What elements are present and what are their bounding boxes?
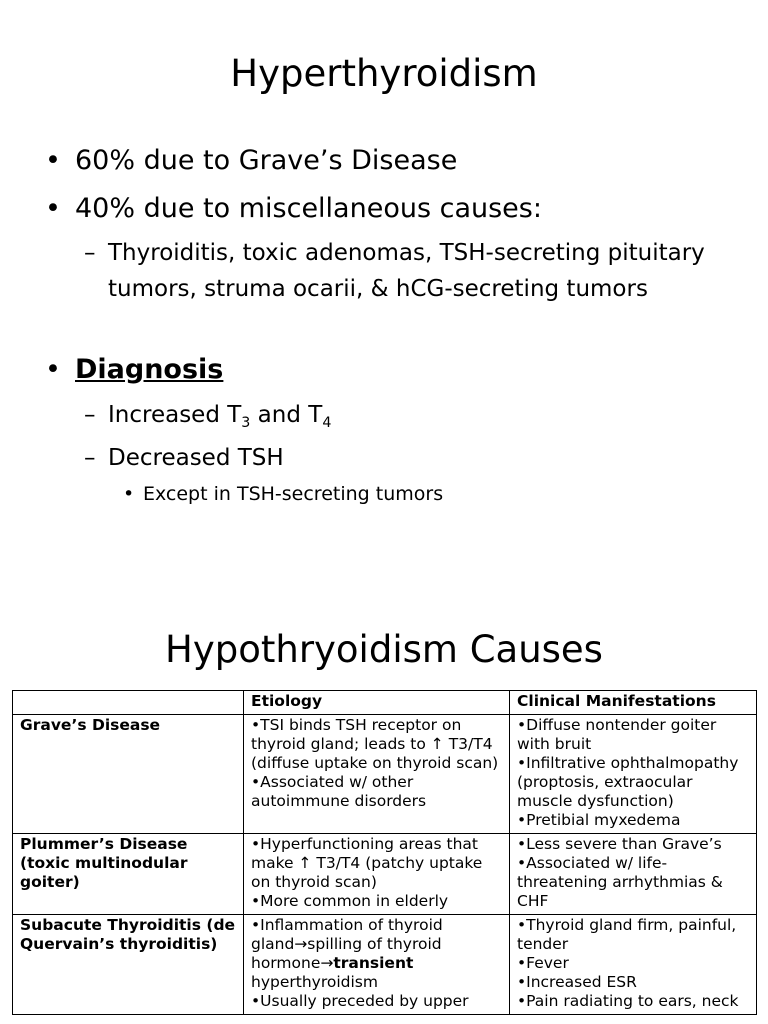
cell-line: (proptosis, extraocular	[517, 773, 693, 791]
condition-cell: Plummer’s Disease (toxic multinodular goiter)	[13, 834, 244, 915]
header-clinical-manifestations: Clinical Manifestations	[510, 691, 757, 715]
cell-line: (diffuse uptake on thyroid scan)	[251, 754, 499, 772]
subbullet-misc-causes	[84, 235, 724, 307]
cell-line: •Hyperfunctioning areas that	[251, 835, 478, 853]
increased-pre: Increased T	[108, 402, 242, 428]
cell-line: •Pretibial myxedema	[517, 811, 681, 829]
subbullet-decreased	[84, 440, 724, 476]
cell-line: CHF	[517, 892, 549, 910]
exception-text: Except in TSH-secreting tumors	[143, 483, 444, 505]
cell-line: •More common in elderly	[251, 892, 449, 910]
increased-mid: and T	[250, 402, 323, 428]
cell-line: •Less severe than Grave’s	[517, 835, 722, 853]
bullet-glyph: •	[123, 483, 135, 505]
cell-line: thyroid gland; leads to ↑ T3/T4	[251, 735, 493, 753]
dash-glyph: –	[84, 445, 96, 471]
bullet-misc-text: 40% due to miscellaneous causes:	[75, 193, 542, 224]
bullet-glyph: •	[45, 145, 61, 176]
cell-line: autoimmune disorders	[251, 792, 427, 810]
cell-line: •Thyroid gland firm, painful,	[517, 916, 737, 934]
increased-t3-t4	[108, 397, 724, 433]
manifestations-cell	[510, 915, 757, 1015]
cell-line: •Pain radiating to ears, neck	[517, 992, 739, 1010]
cell-line: on thyroid scan)	[251, 873, 377, 891]
dash-glyph: –	[84, 240, 96, 266]
cell-line: gland→spilling of thyroid	[251, 935, 442, 953]
subscript-4: 4	[322, 414, 332, 431]
bullet-glyph: •	[45, 354, 61, 385]
slide-title-causes: Hypothryoidism Causes	[165, 628, 603, 671]
hormone-text: hormone→	[251, 954, 334, 972]
manifestations-cell	[510, 715, 757, 834]
etiology-cell	[244, 834, 510, 915]
cell-line: •Associated w/ life-	[517, 854, 668, 872]
causes-table	[12, 690, 757, 1015]
etiology-cell	[244, 715, 510, 834]
cell-line: muscle dysfunction)	[517, 792, 674, 810]
transient-bold: transient	[333, 954, 414, 972]
misc-causes-text: Thyroiditis, toxic adenomas, TSH-secreting pituitary tumors, struma ocarii, & hCG-secreting tumors	[108, 240, 705, 302]
diagnosis-heading: Diagnosis	[75, 354, 224, 385]
etiology-cell	[244, 915, 510, 1015]
cell-line: hyperthyroidism	[251, 973, 378, 991]
cell-line: •Fever	[517, 954, 569, 972]
cell-line	[251, 954, 502, 973]
cell-line: •Associated w/ other	[251, 773, 414, 791]
table-row	[13, 715, 757, 834]
dash-glyph: –	[84, 402, 96, 428]
table-header-row	[13, 691, 757, 715]
cell-line: •Increased ESR	[517, 973, 637, 991]
cell-line: with bruit	[517, 735, 592, 753]
table-row	[13, 915, 757, 1015]
slide-title-hyperthyroidism: Hyperthyroidism	[230, 52, 538, 95]
condition-cell: Subacute Thyroiditis (de Quervain’s thyroiditis)	[13, 915, 244, 1015]
condition-cell: Grave’s Disease	[13, 715, 244, 834]
bullet-glyph: •	[45, 193, 61, 224]
cell-line: •Usually preceded by upper	[251, 992, 469, 1010]
table-row	[13, 834, 757, 915]
header-etiology: Etiology	[244, 691, 510, 715]
manifestations-cell	[510, 834, 757, 915]
header-empty	[13, 691, 244, 715]
cell-line: •Inflammation of thyroid	[251, 916, 443, 934]
subscript-3: 3	[241, 414, 251, 431]
cell-line: tender	[517, 935, 569, 953]
decreased-tsh: Decreased TSH	[108, 445, 284, 471]
cell-line: •TSI binds TSH receptor on	[251, 716, 462, 734]
cell-line: •Infiltrative ophthalmopathy	[517, 754, 739, 772]
cell-line: •Diffuse nontender goiter	[517, 716, 717, 734]
cell-line: threatening arrhythmias &	[517, 873, 723, 891]
subbullet-increased	[84, 397, 724, 433]
bullet-graves-text: 60% due to Grave’s Disease	[75, 145, 458, 176]
cell-line: make ↑ T3/T4 (patchy uptake	[251, 854, 483, 872]
